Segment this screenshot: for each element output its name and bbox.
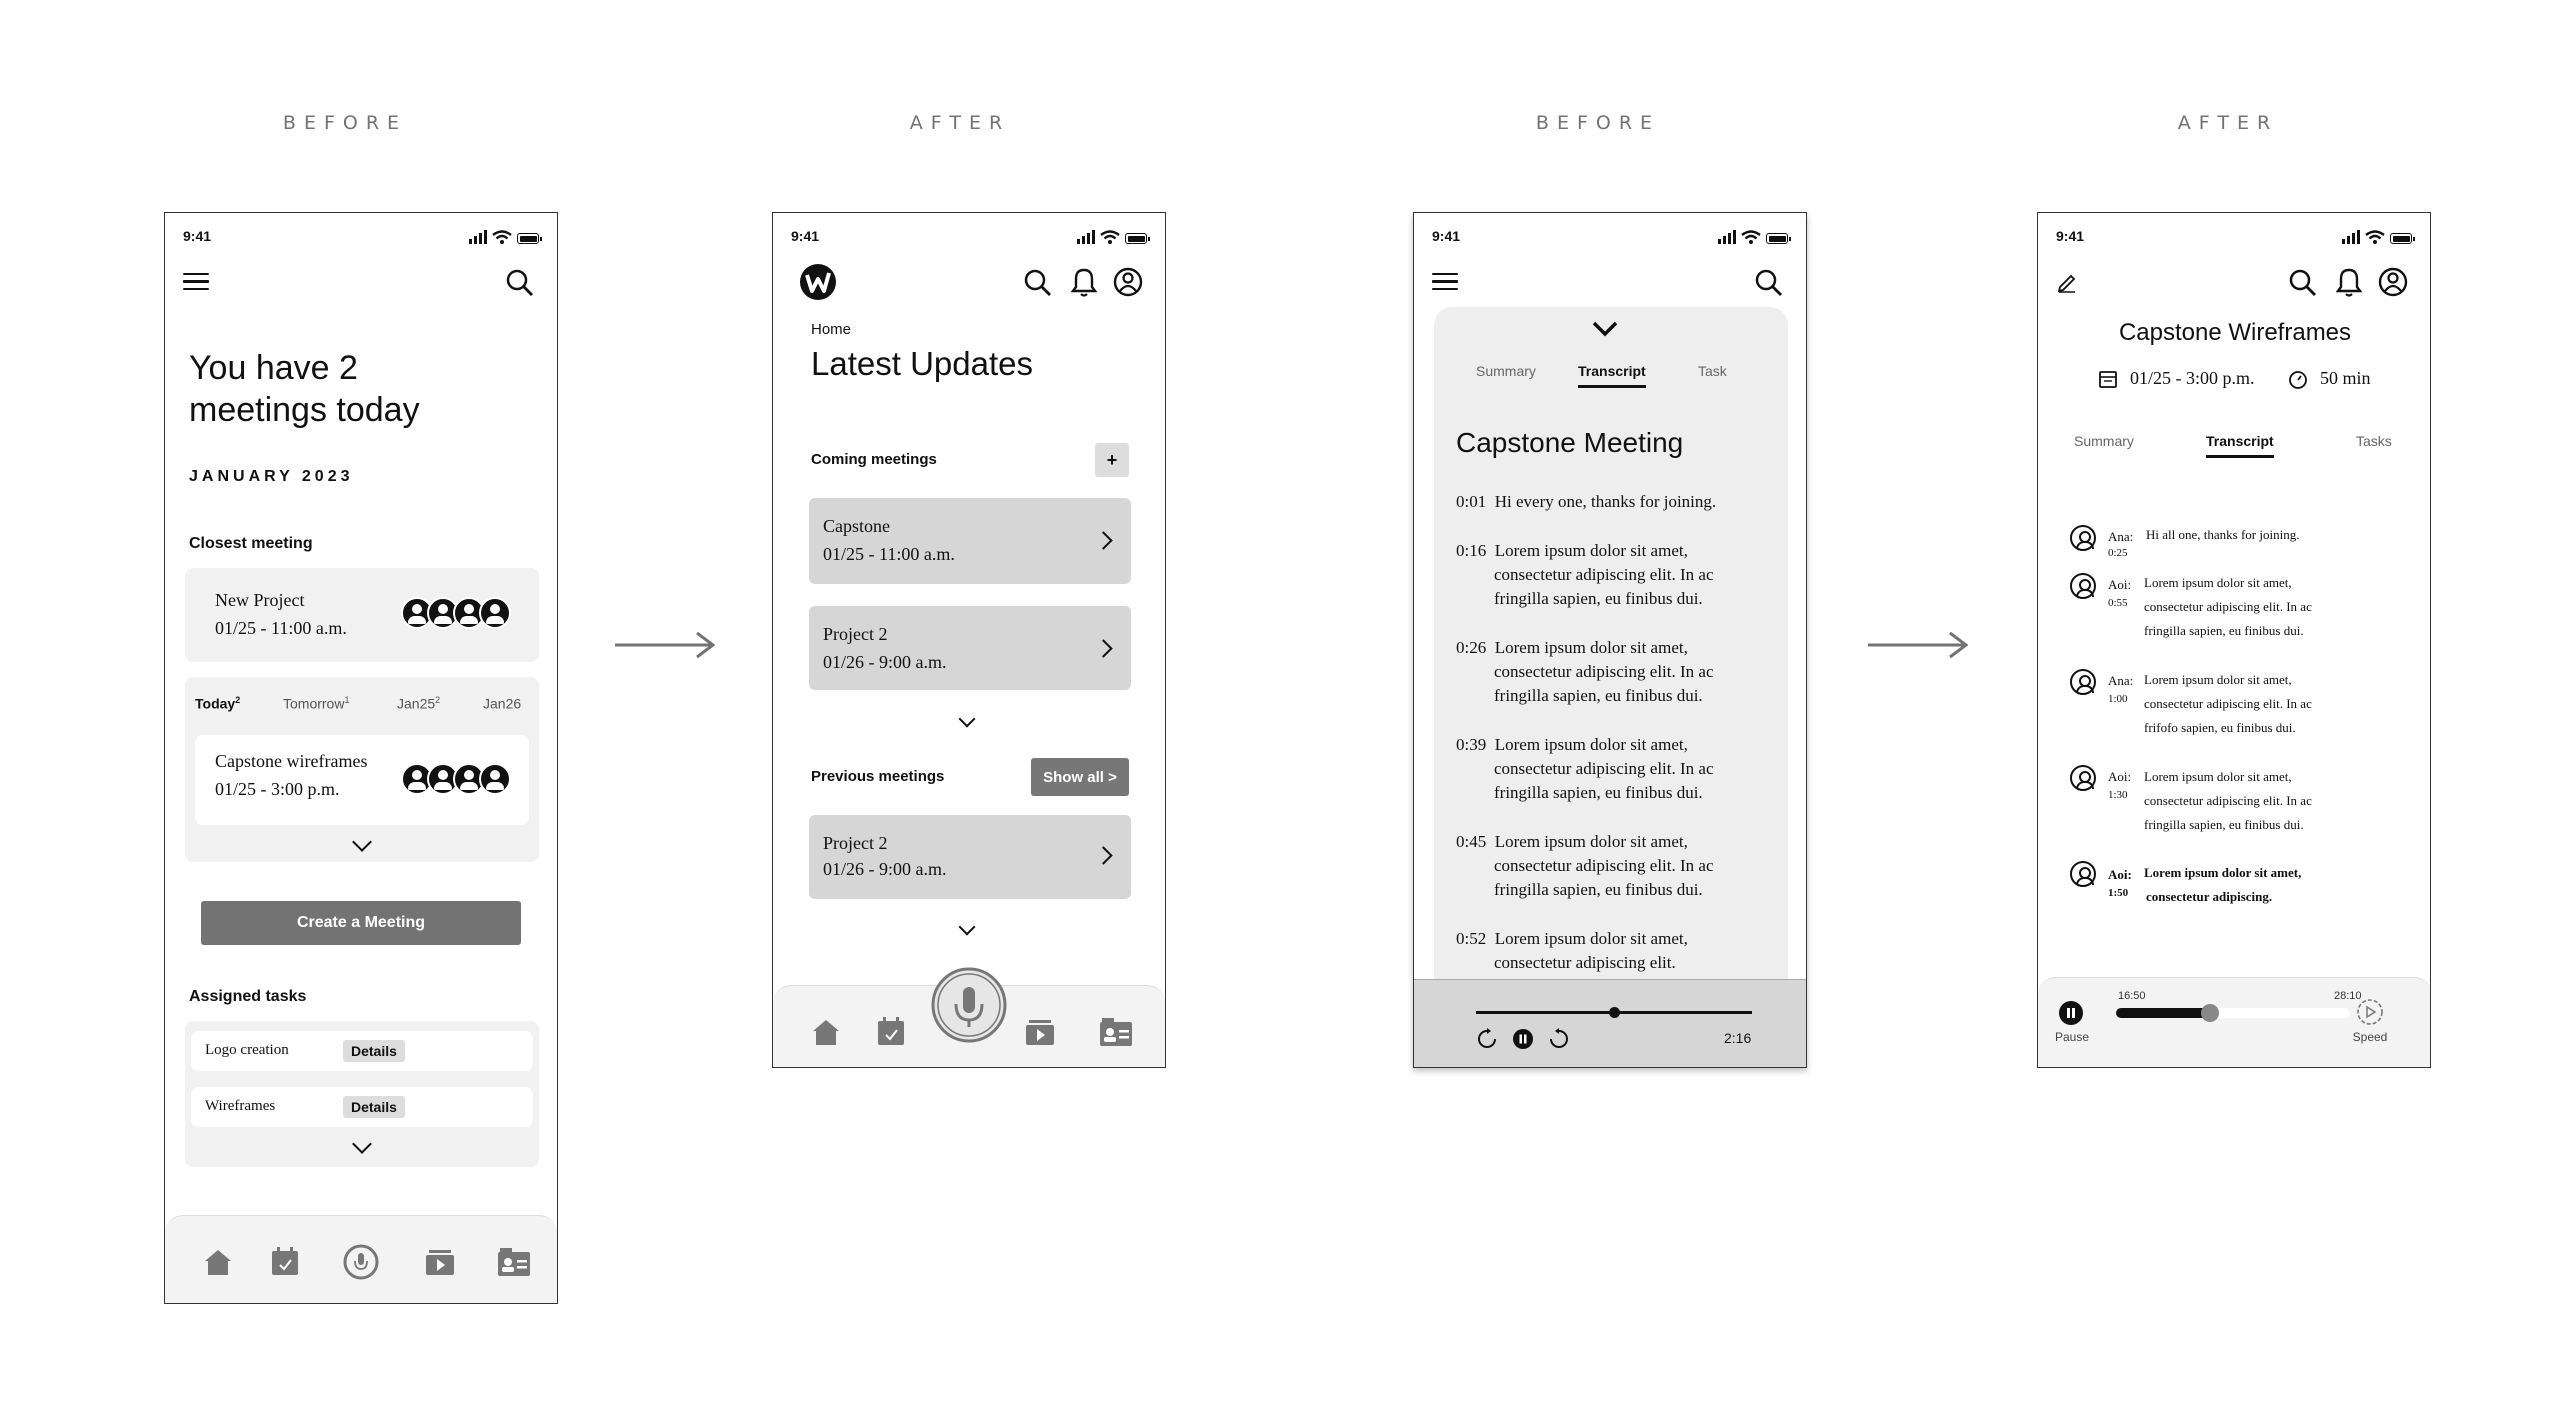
speaker-name: Aoi: bbox=[2108, 769, 2132, 784]
show-all-button[interactable]: Show all > bbox=[1031, 758, 1129, 796]
task-name: Logo creation bbox=[205, 1042, 289, 1058]
meeting-card[interactable] bbox=[195, 735, 529, 825]
chevron-down-icon[interactable] bbox=[1590, 319, 1620, 339]
meeting-title: Capstone wireframes bbox=[215, 751, 368, 771]
audio-player bbox=[2038, 977, 2431, 1067]
transcript-line: 0:16 Lorem ipsum dolor sit amet, consectetur adipiscing elit. In ac fringilla sapien, eu finibus dui. bbox=[1456, 541, 1714, 608]
meeting-card[interactable] bbox=[809, 815, 1131, 899]
calendar-icon[interactable] bbox=[877, 1016, 905, 1046]
after-label: AFTER bbox=[909, 112, 1011, 134]
signal-icon bbox=[2342, 230, 2360, 244]
speed-label: Speed bbox=[2352, 1030, 2388, 1044]
home-icon[interactable] bbox=[203, 1248, 233, 1276]
microphone-icon[interactable] bbox=[343, 1244, 379, 1280]
start-time: 16:50 bbox=[2118, 990, 2146, 1002]
bottom-nav bbox=[165, 1215, 557, 1303]
transcript-sheet bbox=[1434, 307, 1788, 1027]
status-bar bbox=[2056, 228, 2412, 246]
before-label: BEFORE bbox=[282, 112, 408, 134]
after-label-2: AFTER bbox=[2177, 112, 2279, 134]
arrow-right-icon bbox=[1868, 630, 1968, 660]
phone-after-home bbox=[772, 212, 1166, 1068]
attendee-avatars bbox=[407, 597, 511, 629]
add-meeting-button[interactable]: + bbox=[1095, 443, 1129, 477]
details-button[interactable]: Details bbox=[343, 1096, 405, 1118]
details-button[interactable]: Details bbox=[343, 1040, 405, 1062]
wifi-icon bbox=[1741, 230, 1761, 244]
progress-thumb[interactable] bbox=[1609, 1007, 1620, 1018]
transcript-entry: Lorem ipsum dolor sit amet, consectetur adipiscing. bbox=[2144, 865, 2302, 904]
speaker-name: Ana: bbox=[2108, 529, 2134, 544]
speaker-name: Aoi: bbox=[2108, 577, 2132, 592]
pause-icon[interactable] bbox=[2058, 1000, 2084, 1026]
chevron-down-icon[interactable] bbox=[959, 919, 976, 936]
meetings-schedule-card bbox=[185, 677, 539, 862]
task-row[interactable] bbox=[191, 1087, 533, 1127]
chevron-down-icon[interactable] bbox=[352, 832, 372, 852]
meeting-card[interactable] bbox=[809, 606, 1131, 690]
calendar-icon[interactable] bbox=[271, 1246, 299, 1276]
video-library-icon[interactable] bbox=[425, 1246, 455, 1276]
chevron-down-icon[interactable] bbox=[352, 1134, 372, 1154]
search-icon[interactable] bbox=[505, 268, 535, 298]
status-time: 9:41 bbox=[1432, 228, 1461, 244]
task-row[interactable] bbox=[191, 1031, 533, 1071]
search-icon[interactable] bbox=[1754, 268, 1784, 298]
section-label: Coming meetings bbox=[811, 451, 937, 468]
before-label-2: BEFORE bbox=[1535, 112, 1661, 134]
person-icon bbox=[2070, 573, 2096, 599]
speaker-time: 0:25 bbox=[2108, 547, 2128, 559]
status-bar bbox=[183, 228, 539, 246]
meeting-card[interactable] bbox=[809, 498, 1131, 584]
tab-transcript[interactable]: Transcript bbox=[2206, 433, 2274, 458]
status-time: 9:41 bbox=[183, 228, 212, 244]
tab-summary[interactable]: Summary bbox=[2074, 433, 2134, 449]
tab-task[interactable]: Task bbox=[1698, 363, 1727, 379]
meeting-title: Capstone Wireframes bbox=[2118, 319, 2352, 346]
month-label: JANUARY 2023 bbox=[189, 468, 354, 485]
meeting-title: Capstone bbox=[823, 516, 890, 536]
meeting-title: Project 2 bbox=[823, 833, 888, 853]
signal-icon bbox=[469, 230, 487, 244]
timer-icon bbox=[2288, 369, 2308, 389]
closest-meeting-card[interactable] bbox=[185, 568, 539, 662]
speaker-time: 1:50 bbox=[2108, 887, 2129, 899]
tab-jan25[interactable]: $Jan25^2$ bbox=[397, 695, 441, 712]
person-icon bbox=[2070, 765, 2096, 791]
battery-icon bbox=[517, 233, 539, 244]
person-icon bbox=[2070, 861, 2096, 887]
transcript-entry: Lorem ipsum dolor sit amet, consectetur adipiscing elit. In ac fringilla sapien, eu finibus dui. bbox=[2144, 575, 2312, 638]
create-meeting-button[interactable]: Create a Meeting bbox=[201, 901, 521, 945]
chevron-right-icon[interactable] bbox=[1094, 639, 1112, 657]
speaker-name: Ana: bbox=[2108, 673, 2134, 688]
transcript-entry: Hi all one, thanks for joining. bbox=[2146, 527, 2300, 542]
transcript-line: 0:39 Lorem ipsum dolor sit amet, consectetur adipiscing elit. In ac fringilla sapien, eu finibus dui. bbox=[1456, 735, 1714, 802]
profile-icon[interactable] bbox=[2378, 267, 2408, 297]
meeting-title: New Project bbox=[215, 590, 305, 610]
meeting-time: 01/25 - 11:00 a.m. bbox=[823, 544, 955, 564]
home-icon[interactable] bbox=[811, 1018, 841, 1046]
wifi-icon bbox=[2365, 230, 2385, 244]
progress-thumb[interactable] bbox=[2201, 1004, 2219, 1022]
transcript-entry: Lorem ipsum dolor sit amet, consectetur adipiscing elit. In ac fringilla sapien, eu finibus dui. bbox=[2144, 769, 2312, 832]
meeting-title: Capstone Meeting bbox=[1456, 427, 1684, 458]
page-title: Latest Updates bbox=[811, 345, 1033, 382]
forward-icon[interactable] bbox=[1548, 1028, 1570, 1050]
speaker-time: 1:30 bbox=[2108, 789, 2128, 801]
phone-before-transcript bbox=[1413, 212, 1807, 1068]
app-logo[interactable] bbox=[799, 263, 837, 301]
phone-after-transcript bbox=[2037, 212, 2431, 1068]
wifi-icon bbox=[492, 230, 512, 244]
bell-icon[interactable] bbox=[2336, 267, 2362, 297]
meeting-time: 01/25 - 11:00 a.m. bbox=[215, 618, 347, 638]
tab-summary[interactable]: Summary bbox=[1476, 363, 1536, 379]
arrow-right-icon bbox=[615, 630, 715, 660]
contacts-icon[interactable] bbox=[497, 1248, 531, 1276]
signal-icon bbox=[1718, 230, 1736, 244]
status-bar bbox=[1432, 228, 1788, 246]
video-library-icon[interactable] bbox=[1025, 1016, 1055, 1046]
calendar-icon bbox=[2098, 369, 2118, 389]
attendee-avatars bbox=[407, 763, 511, 795]
chevron-down-icon[interactable] bbox=[959, 711, 976, 728]
pause-label: Pause bbox=[2054, 1030, 2090, 1044]
edit-icon[interactable] bbox=[2056, 271, 2078, 293]
meeting-time: 01/26 - 9:00 a.m. bbox=[823, 859, 947, 879]
search-icon[interactable] bbox=[2288, 268, 2318, 298]
search-icon[interactable] bbox=[1023, 268, 1053, 298]
meeting-time: 01/26 - 9:00 a.m. bbox=[823, 652, 947, 672]
section-label: Previous meetings bbox=[811, 768, 945, 785]
task-name: Wireframes bbox=[205, 1098, 276, 1114]
meeting-date: 01/25 - 3:00 p.m. bbox=[2130, 368, 2255, 388]
bell-icon[interactable] bbox=[1071, 267, 1097, 297]
battery-icon bbox=[1766, 233, 1788, 244]
progress-fill bbox=[2116, 1008, 2210, 1018]
transcript-line: 0:01 Hi every one, thanks for joining. bbox=[1456, 492, 1717, 511]
wifi-icon bbox=[1100, 230, 1120, 244]
chevron-right-icon[interactable] bbox=[1094, 846, 1112, 864]
speaker-time: 0:55 bbox=[2108, 597, 2128, 609]
contacts-icon[interactable] bbox=[1099, 1018, 1133, 1046]
status-time: 9:41 bbox=[2056, 228, 2085, 244]
signal-icon bbox=[1077, 230, 1095, 244]
speed-icon[interactable] bbox=[2356, 998, 2384, 1026]
audio-player bbox=[1414, 979, 1807, 1067]
person-icon bbox=[2070, 669, 2096, 695]
chevron-right-icon[interactable] bbox=[1094, 531, 1112, 549]
tab-jan26[interactable]: Jan26 bbox=[483, 695, 522, 712]
tasks-card bbox=[185, 1021, 539, 1167]
breadcrumb[interactable]: Home bbox=[811, 321, 852, 338]
tab-transcript[interactable]: Transcript bbox=[1578, 363, 1646, 388]
transcript-line: 0:26 Lorem ipsum dolor sit amet, consectetur adipiscing elit. In ac fringilla sapien, eu finibus dui. bbox=[1456, 638, 1714, 705]
battery-icon bbox=[1125, 233, 1147, 244]
speaker-time: 1:00 bbox=[2108, 693, 2128, 705]
status-bar bbox=[791, 228, 1147, 246]
meeting-duration: 50 min bbox=[2320, 368, 2371, 388]
transcript-entry: Lorem ipsum dolor sit amet, consectetur adipiscing elit. In ac frifofo sapien, eu finibus dui. bbox=[2144, 672, 2312, 735]
transcript-line: 0:45 Lorem ipsum dolor sit amet, consectetur adipiscing elit. In ac fringilla sapien, eu finibus dui. bbox=[1456, 832, 1714, 899]
section-label: Closest meeting bbox=[189, 535, 313, 552]
status-time: 9:41 bbox=[791, 228, 820, 244]
page-title: You have 2 meetings today bbox=[189, 349, 420, 429]
tab-tomorrow[interactable]: Tomorrow$^1$ bbox=[283, 695, 350, 712]
menu-icon[interactable] bbox=[183, 273, 209, 290]
record-button[interactable] bbox=[931, 967, 1007, 1043]
profile-icon[interactable] bbox=[1113, 267, 1143, 297]
person-icon bbox=[2070, 525, 2096, 551]
pause-icon[interactable] bbox=[1512, 1028, 1534, 1050]
section-label: Assigned tasks bbox=[189, 988, 307, 1005]
player-time: 2:16 bbox=[1724, 1030, 1752, 1046]
meeting-time: 01/25 - 3:00 p.m. bbox=[215, 779, 340, 799]
phone-before-home bbox=[164, 212, 558, 1304]
menu-icon[interactable] bbox=[1432, 273, 1458, 290]
tab-today[interactable]: Today$^2$ bbox=[195, 695, 241, 712]
rewind-icon[interactable] bbox=[1476, 1028, 1498, 1050]
speaker-name: Aoi: bbox=[2108, 867, 2132, 882]
transcript-line: 0:52 Lorem ipsum dolor sit amet, consectetur adipiscing elit. bbox=[1456, 929, 1688, 972]
tab-tasks[interactable]: Tasks bbox=[2356, 433, 2392, 449]
meeting-title: Project 2 bbox=[823, 624, 888, 644]
battery-icon bbox=[2390, 233, 2412, 244]
end-time: 28:10 bbox=[2334, 990, 2362, 1002]
